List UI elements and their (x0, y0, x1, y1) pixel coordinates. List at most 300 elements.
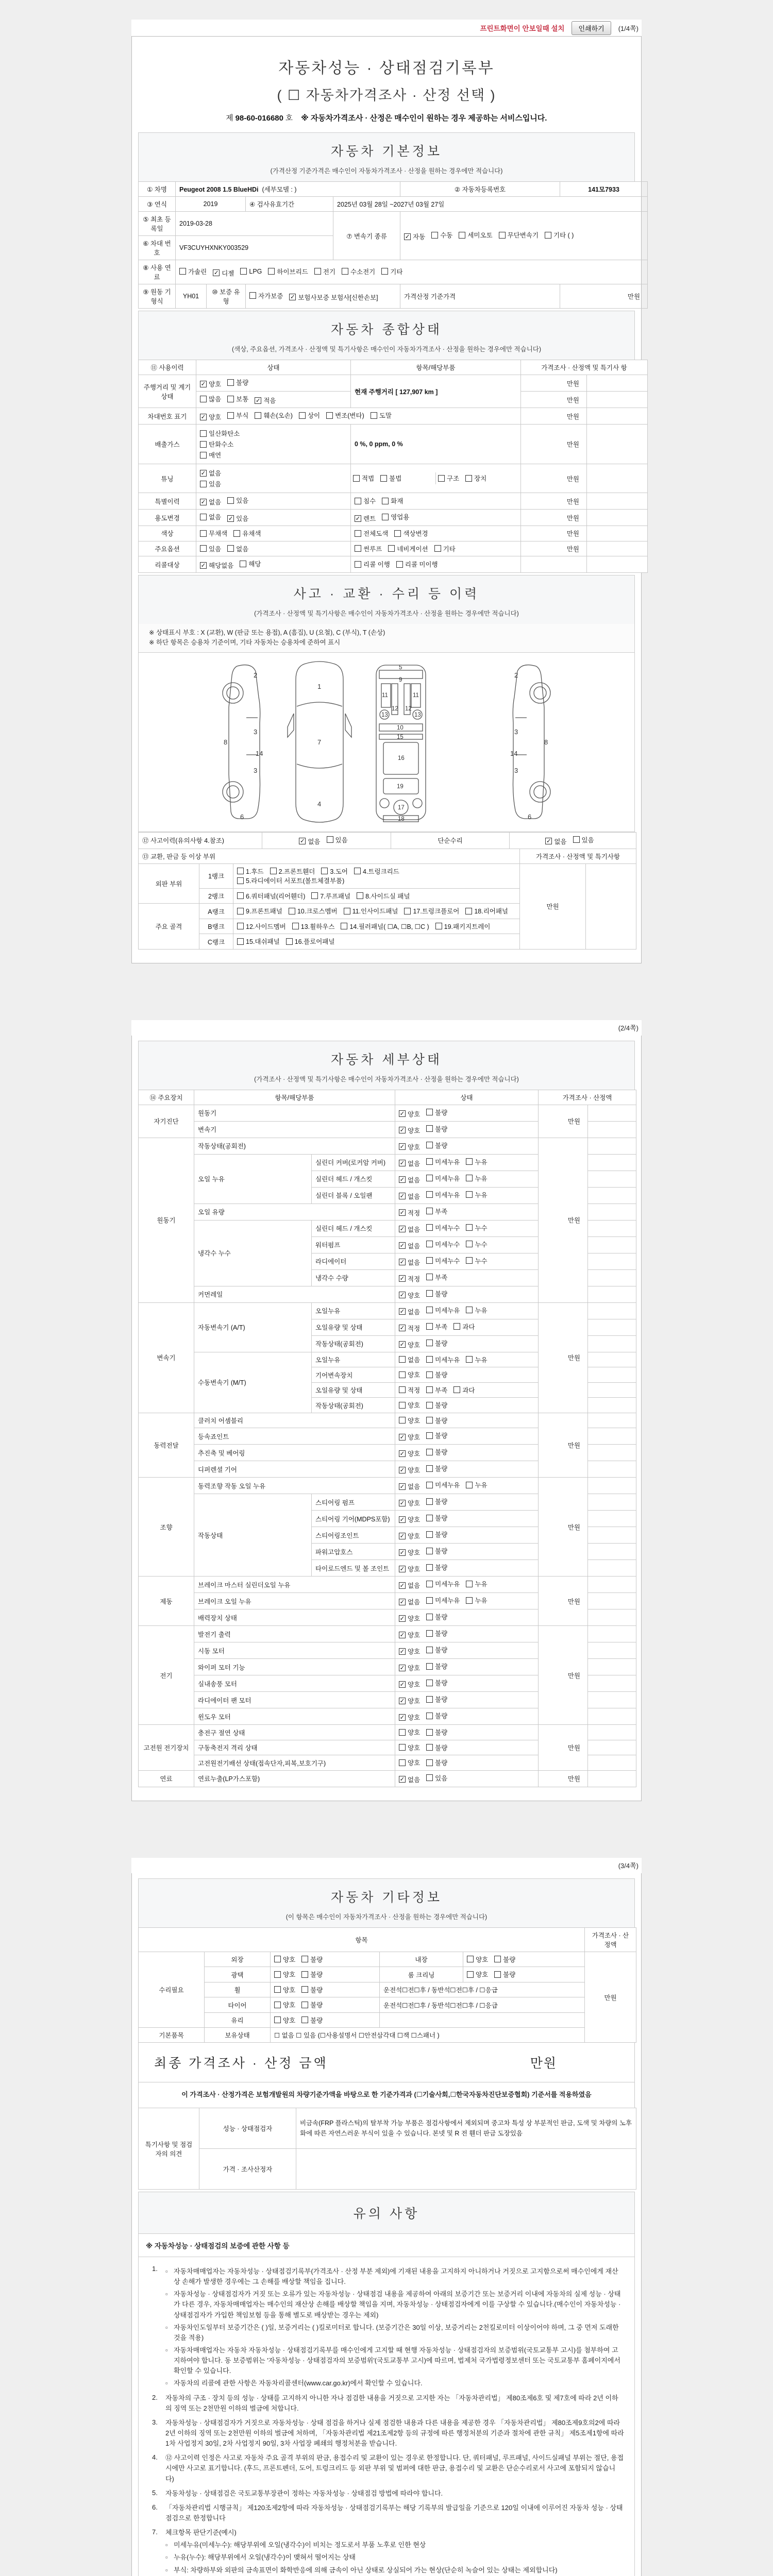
checkbox[interactable] (465, 908, 472, 914)
checkbox-option[interactable]: 불량 (301, 1985, 323, 1994)
checkbox[interactable] (459, 232, 465, 239)
checkbox-option[interactable]: 무단변속기 (499, 230, 539, 240)
checkbox-option[interactable]: 침수 (355, 496, 376, 505)
checkbox-option[interactable]: 미세누유 (426, 1355, 460, 1364)
checkbox[interactable] (426, 1417, 433, 1423)
checkbox[interactable]: ✓ (399, 1259, 405, 1266)
checkbox-option[interactable]: 양호 (399, 1758, 420, 1767)
checkbox-option[interactable]: 양호 (399, 1727, 420, 1737)
checkbox[interactable] (399, 1417, 406, 1423)
checkbox[interactable] (426, 1257, 433, 1264)
checkbox-option[interactable]: 있음 (227, 496, 248, 505)
checkbox-option[interactable]: ✓ 없음 (399, 1259, 421, 1266)
checkbox[interactable]: ✓ (399, 1776, 405, 1783)
checkbox-option[interactable]: 훼손(오손) (255, 411, 293, 420)
checkbox-option[interactable]: ✓ 양호 (399, 1566, 421, 1573)
checkbox-option[interactable]: 양호 (399, 1743, 420, 1752)
checkbox-option[interactable]: 기타 (434, 544, 456, 553)
checkbox-option[interactable]: 불량 (301, 2000, 323, 2009)
checkbox[interactable] (426, 1548, 433, 1554)
checkbox[interactable] (466, 1191, 473, 1198)
checkbox-option[interactable]: 불량 (426, 1289, 447, 1298)
checkbox-option[interactable]: ✓ 적정 (399, 1209, 421, 1217)
checkbox-option[interactable]: 있음 (573, 835, 594, 844)
checkbox-option[interactable]: 있음 (327, 835, 348, 844)
checkbox[interactable] (426, 1158, 433, 1165)
checkbox[interactable] (301, 1971, 308, 1978)
checkbox[interactable] (286, 938, 293, 945)
checkbox[interactable] (179, 268, 186, 275)
checkbox-option[interactable]: ✓ 없음 (399, 1160, 421, 1167)
checkbox[interactable]: ✓ (399, 1516, 405, 1523)
checkbox[interactable] (382, 514, 389, 520)
checkbox[interactable] (399, 1402, 406, 1409)
checkbox[interactable]: ✓ (200, 470, 206, 477)
checkbox[interactable] (355, 561, 361, 568)
checkbox[interactable] (467, 1956, 474, 1962)
checkbox-option[interactable]: 수동 (431, 230, 452, 240)
checkbox-option[interactable]: 불량 (426, 1758, 447, 1767)
checkbox-option[interactable]: 해당 (240, 559, 261, 568)
checkbox[interactable] (426, 1386, 433, 1393)
checkbox-option[interactable]: 기타 (381, 267, 402, 276)
checkbox-option[interactable]: 미세누유 (426, 1190, 460, 1199)
checkbox-option[interactable]: ✓ 렌트 (355, 515, 376, 522)
checkbox[interactable] (344, 908, 350, 914)
checkbox[interactable] (426, 1371, 433, 1378)
checkbox[interactable] (200, 545, 207, 552)
checkbox[interactable] (466, 1581, 473, 1587)
checkbox[interactable] (237, 908, 244, 914)
checkbox[interactable] (573, 836, 580, 843)
checkbox[interactable] (426, 1356, 433, 1363)
checkbox-option[interactable]: 영업용 (382, 512, 409, 521)
checkbox[interactable] (388, 545, 395, 552)
checkbox[interactable] (301, 2016, 308, 2023)
checkbox-option[interactable]: ✓ 양호 (200, 414, 222, 421)
checkbox-option[interactable]: 자가보증 (249, 291, 283, 300)
checkbox-option[interactable]: ✓ 양호 (399, 1143, 421, 1151)
checkbox[interactable] (237, 892, 244, 899)
checkbox[interactable] (227, 379, 234, 386)
checkbox[interactable] (268, 268, 275, 275)
checkbox[interactable]: ✓ (399, 1325, 405, 1332)
checkbox[interactable] (227, 497, 234, 504)
checkbox[interactable] (426, 1729, 433, 1736)
checkbox[interactable] (426, 1224, 433, 1231)
checkbox-option[interactable]: 13.휠하우스 (292, 922, 335, 931)
checkbox[interactable] (382, 498, 389, 504)
checkbox[interactable]: ✓ (399, 1615, 405, 1622)
checkbox-option[interactable]: ✓ 양호 (399, 1450, 421, 1458)
checkbox-option[interactable]: 무채색 (200, 529, 227, 538)
checkbox-option[interactable]: 많음 (200, 394, 221, 403)
checkbox-option[interactable]: ✓ 양호 (399, 1341, 421, 1349)
checkbox[interactable] (233, 530, 240, 537)
checkbox[interactable]: ✓ (399, 1144, 405, 1150)
checkbox[interactable] (466, 1158, 473, 1165)
checkbox-option[interactable]: 미세누유 (426, 1174, 460, 1183)
checkbox[interactable] (426, 1663, 433, 1670)
checkbox[interactable] (466, 1482, 473, 1488)
checkbox-option[interactable]: 불량 (426, 1546, 447, 1555)
checkbox[interactable] (426, 1647, 433, 1653)
checkbox[interactable] (200, 530, 207, 537)
checkbox[interactable] (435, 923, 442, 929)
checkbox-option[interactable]: 불량 (426, 1497, 447, 1506)
checkbox[interactable]: ✓ (399, 1309, 405, 1315)
checkbox[interactable] (426, 1142, 433, 1148)
checkbox[interactable]: ✓ (399, 1632, 405, 1638)
checkbox-option[interactable]: 불량 (426, 1338, 447, 1348)
checkbox[interactable] (237, 877, 244, 884)
checkbox-option[interactable]: 미세누수 (426, 1223, 460, 1232)
checkbox-option[interactable]: 적법 (353, 473, 374, 483)
checkbox[interactable]: ✓ (405, 233, 410, 240)
checkbox[interactable] (200, 481, 207, 487)
checkbox-option[interactable]: 적정 (399, 1385, 420, 1395)
checkbox[interactable] (249, 292, 256, 299)
checkbox[interactable] (289, 908, 295, 914)
checkbox[interactable]: ✓ (399, 1648, 405, 1655)
checkbox-option[interactable]: 4.트렁크리드 (354, 867, 399, 876)
checkbox-option[interactable]: 미세누수 (426, 1256, 460, 1265)
checkbox[interactable]: ✓ (399, 1467, 405, 1473)
checkbox[interactable] (274, 2016, 281, 2023)
checkbox[interactable] (466, 1257, 473, 1264)
checkbox[interactable] (426, 1323, 433, 1330)
checkbox-option[interactable]: 불량 (426, 1108, 447, 1117)
checkbox-option[interactable]: 하이브리드 (268, 267, 308, 276)
checkbox-option[interactable]: ✓ 양호 (399, 1110, 421, 1118)
checkbox-option[interactable]: 불량 (426, 1612, 447, 1621)
checkbox-option[interactable]: 불량 (426, 1743, 447, 1752)
checkbox-option[interactable]: 부족 (426, 1385, 447, 1395)
checkbox-option[interactable]: 양호 (399, 1400, 420, 1410)
checkbox[interactable]: ✓ (399, 1292, 405, 1299)
checkbox-option[interactable]: 14.필러패널( ☐A, ☐B, ☐C ) (341, 922, 429, 931)
checkbox[interactable] (327, 836, 333, 843)
checkbox-option[interactable]: 양호 (274, 1985, 295, 1994)
checkbox-option[interactable]: 없음 (200, 512, 221, 521)
checkbox-option[interactable]: 불량 (301, 2015, 323, 2025)
checkbox-option[interactable]: 16.플로어패널 (286, 937, 335, 946)
checkbox[interactable] (274, 2002, 281, 2008)
checkbox[interactable]: ✓ (399, 1160, 405, 1167)
checkbox[interactable] (545, 232, 551, 239)
checkbox[interactable]: ✓ (399, 1599, 405, 1605)
checkbox[interactable]: ✓ (290, 294, 295, 300)
checkbox[interactable] (426, 1402, 433, 1409)
checkbox-option[interactable]: 불량 (426, 1530, 447, 1539)
checkbox-option[interactable]: ✓ 보험사보증 보험사[신한손보] (290, 294, 378, 301)
checkbox-option[interactable]: ✓ 없음 (399, 1193, 421, 1200)
checkbox-option[interactable]: ✓ 양호 (399, 1549, 421, 1557)
checkbox-option[interactable]: 미세누유 (426, 1596, 460, 1605)
checkbox[interactable] (237, 868, 244, 874)
checkbox[interactable] (466, 1356, 473, 1363)
checkbox[interactable]: ✓ (399, 1450, 405, 1457)
checkbox-option[interactable]: 1.후드 (237, 867, 264, 876)
checkbox[interactable] (381, 268, 388, 275)
checkbox[interactable] (396, 561, 403, 568)
checkbox-option[interactable]: 불량 (426, 1124, 447, 1133)
checkbox[interactable] (237, 938, 244, 945)
checkbox[interactable]: ✓ (399, 1681, 405, 1688)
checkbox[interactable] (466, 1597, 473, 1604)
checkbox[interactable]: ✓ (213, 270, 219, 276)
checkbox[interactable] (431, 232, 438, 239)
checkbox[interactable]: ✓ (546, 838, 551, 845)
checkbox[interactable] (426, 1307, 433, 1313)
checkbox-option[interactable]: 불법 (380, 473, 401, 483)
checkbox-option[interactable]: 17.트렁크플로어 (404, 906, 459, 916)
checkbox-option[interactable]: ✓ 양호 (399, 1500, 421, 1507)
checkbox-option[interactable]: 구조 (438, 473, 459, 483)
checkbox[interactable] (426, 1432, 433, 1439)
checkbox[interactable] (426, 1744, 433, 1751)
checkbox-option[interactable]: 미세누유 (426, 1579, 460, 1588)
checkbox[interactable]: ✓ (399, 1549, 405, 1556)
checkbox-option[interactable]: ✓ 없음 (300, 838, 321, 845)
checkbox[interactable] (301, 1986, 308, 1993)
checkbox[interactable] (311, 892, 318, 899)
checkbox-option[interactable]: 과다 (453, 1385, 475, 1395)
checkbox[interactable] (453, 1386, 460, 1393)
checkbox-option[interactable]: 불량 (426, 1513, 447, 1522)
checkbox-option[interactable]: ✓ 적정 (399, 1275, 421, 1283)
checkbox[interactable] (227, 412, 234, 419)
checkbox-option[interactable]: 유채색 (233, 529, 261, 538)
checkbox[interactable] (200, 396, 207, 402)
checkbox[interactable]: ✓ (200, 381, 206, 387)
checkbox-option[interactable]: ✓ 양호 (399, 1648, 421, 1656)
checkbox[interactable] (426, 1125, 433, 1132)
checkbox[interactable] (426, 1564, 433, 1571)
checkbox[interactable] (227, 396, 234, 402)
checkbox[interactable] (353, 475, 360, 482)
checkbox-option[interactable]: ✓ 없음 (399, 1176, 421, 1184)
checkbox[interactable] (227, 545, 234, 552)
checkbox[interactable] (426, 1109, 433, 1115)
checkbox[interactable] (299, 412, 306, 419)
checkbox[interactable] (438, 475, 445, 482)
checkbox[interactable] (426, 1759, 433, 1766)
checkbox-option[interactable]: 있음 (426, 1773, 447, 1783)
checkbox[interactable] (466, 1224, 473, 1231)
checkbox-option[interactable]: 과다 (453, 1322, 475, 1331)
checkbox-option[interactable]: ✓ 자동 (405, 233, 426, 241)
checkbox[interactable]: ✓ (399, 1127, 405, 1134)
checkbox-option[interactable]: 양호 (274, 2000, 295, 2009)
checkbox-option[interactable]: 양호 (274, 1955, 295, 1964)
checkbox[interactable] (434, 545, 441, 552)
checkbox[interactable] (426, 1614, 433, 1620)
checkbox-option[interactable]: 리콜 이행 (355, 560, 390, 569)
checkbox[interactable]: ✓ (200, 499, 206, 505)
checkbox-option[interactable]: ✓ 양호 (399, 1714, 421, 1722)
checkbox[interactable] (321, 868, 328, 874)
checkbox-option[interactable]: 15.대쉬패널 (237, 937, 280, 946)
checkbox-option[interactable]: 10.크로스멤버 (289, 906, 338, 916)
checkbox-option[interactable]: 양호 (467, 1955, 488, 1964)
checkbox[interactable] (357, 892, 363, 899)
checkbox[interactable] (494, 1971, 501, 1978)
checkbox[interactable] (426, 1713, 433, 1719)
checkbox[interactable] (240, 268, 247, 275)
checkbox-option[interactable]: 있음 (200, 479, 347, 488)
checkbox-option[interactable]: 불량 (426, 1400, 447, 1410)
checkbox-option[interactable]: 없음 (399, 1355, 420, 1364)
checkbox-option[interactable]: 불량 (426, 1694, 447, 1704)
checkbox-option[interactable]: 양호 (399, 1416, 420, 1425)
checkbox-option[interactable]: ✓ 양호 (399, 1533, 421, 1540)
checkbox[interactable]: ✓ (399, 1276, 405, 1282)
checkbox-option[interactable]: 누유 (466, 1355, 487, 1364)
checkbox-option[interactable]: ✓ 적정 (399, 1325, 421, 1332)
checkbox-option[interactable]: 양호 (399, 1370, 420, 1379)
checkbox-option[interactable]: 미세누유 (426, 1306, 460, 1315)
checkbox[interactable] (355, 530, 361, 537)
checkbox-option[interactable]: 누유 (466, 1157, 487, 1166)
checkbox[interactable] (404, 908, 411, 914)
checkbox-option[interactable]: ✓ 없음 (399, 1599, 421, 1606)
checkbox-option[interactable]: ✓ 디젤 (213, 269, 234, 277)
checkbox-option[interactable]: 부족 (426, 1273, 447, 1282)
checkbox[interactable] (466, 1175, 473, 1181)
checkbox-option[interactable]: 미세누유 (426, 1480, 460, 1489)
checkbox[interactable] (274, 1956, 281, 1962)
print-button[interactable]: 인쇄하기 (572, 21, 611, 35)
checkbox-option[interactable]: 변조(변타) (326, 411, 364, 420)
checkbox[interactable] (355, 498, 361, 504)
checkbox-option[interactable]: 수소전기 (342, 267, 375, 276)
checkbox-option[interactable]: 색상변경 (394, 529, 428, 538)
checkbox[interactable] (426, 1774, 433, 1781)
checkbox-option[interactable]: 상이 (299, 411, 320, 420)
checkbox-option[interactable]: 누유 (466, 1579, 487, 1588)
checkbox-option[interactable]: 보통 (227, 394, 248, 403)
checkbox[interactable] (426, 1531, 433, 1538)
checkbox[interactable] (426, 1449, 433, 1455)
checkbox[interactable]: ✓ (228, 515, 233, 522)
checkbox-option[interactable]: ✓ 양호 (399, 1698, 421, 1705)
checkbox-option[interactable]: 불량 (426, 1141, 447, 1150)
checkbox[interactable] (453, 1323, 460, 1330)
checkbox-option[interactable]: 누유 (466, 1306, 487, 1315)
checkbox-option[interactable]: ✓ 양호 (200, 381, 222, 388)
checkbox[interactable] (426, 1241, 433, 1247)
checkbox-option[interactable]: 불량 (426, 1678, 447, 1687)
checkbox[interactable] (399, 1759, 406, 1766)
checkbox[interactable]: ✓ (399, 1342, 405, 1348)
checkbox[interactable]: ✓ (355, 515, 361, 522)
checkbox-option[interactable]: ✓ 있음 (228, 515, 249, 522)
checkbox-option[interactable]: 있음 (200, 544, 221, 553)
checkbox-option[interactable]: 화재 (382, 496, 403, 505)
checkbox[interactable] (200, 430, 207, 437)
checkbox[interactable] (426, 1680, 433, 1686)
checkbox-option[interactable]: ✓ 없음 (399, 1308, 421, 1316)
checkbox[interactable] (494, 1956, 501, 1962)
checkbox-option[interactable]: 불량 (426, 1563, 447, 1572)
checkbox-option[interactable]: ✓ 없음 (399, 1483, 421, 1491)
checkbox[interactable] (301, 2002, 308, 2008)
checkbox-option[interactable]: 가솔린 (179, 267, 207, 276)
checkbox-option[interactable]: ✓ 양호 (399, 1434, 421, 1442)
checkbox-option[interactable]: 전체도색 (355, 529, 388, 538)
checkbox[interactable]: ✓ (399, 1533, 405, 1539)
checkbox[interactable]: ✓ (399, 1582, 405, 1589)
checkbox-option[interactable]: 12.사이드멤버 (237, 922, 286, 931)
checkbox-option[interactable]: 양호 (274, 2015, 295, 2025)
checkbox-option[interactable]: 누수 (466, 1223, 487, 1232)
checkbox[interactable]: ✓ (399, 1714, 405, 1721)
checkbox[interactable] (200, 514, 207, 520)
checkbox-option[interactable]: ✓ 없음 (399, 1242, 421, 1250)
checkbox-option[interactable]: 불량 (227, 378, 248, 387)
checkbox[interactable] (399, 1371, 406, 1378)
checkbox-option[interactable]: 5.라디에이터 서포트(볼트체결부품) (237, 876, 344, 885)
checkbox[interactable] (255, 412, 261, 419)
checkbox-option[interactable]: 양호 (467, 1970, 488, 1979)
checkbox[interactable] (355, 545, 361, 552)
checkbox[interactable]: ✓ (300, 838, 305, 845)
checkbox[interactable] (292, 923, 299, 929)
checkbox[interactable] (301, 1956, 308, 1962)
checkbox-option[interactable]: 네비게이션 (388, 544, 428, 553)
checkbox[interactable] (200, 452, 207, 459)
checkbox[interactable] (467, 1971, 474, 1978)
checkbox[interactable] (426, 1498, 433, 1505)
checkbox-option[interactable]: 불량 (426, 1629, 447, 1638)
checkbox[interactable] (426, 1465, 433, 1472)
checkbox[interactable] (426, 1482, 433, 1488)
checkbox-option[interactable]: 부족 (426, 1207, 447, 1216)
checkbox[interactable] (200, 441, 207, 448)
checkbox[interactable]: ✓ (399, 1698, 405, 1704)
checkbox-option[interactable]: ✓ 양호 (399, 1632, 421, 1639)
checkbox-option[interactable]: ✓ 양호 (399, 1665, 421, 1672)
checkbox[interactable]: ✓ (399, 1177, 405, 1183)
checkbox[interactable] (426, 1696, 433, 1703)
checkbox-option[interactable]: 2.프론트휀더 (270, 867, 315, 876)
checkbox[interactable] (341, 923, 347, 929)
checkbox-option[interactable]: 없음 (227, 544, 248, 553)
checkbox-option[interactable]: 세미오토 (459, 230, 492, 240)
checkbox[interactable] (465, 475, 472, 482)
checkbox-option[interactable]: 전기 (314, 267, 335, 276)
checkbox[interactable] (426, 1630, 433, 1637)
checkbox[interactable]: ✓ (399, 1193, 405, 1200)
checkbox-option[interactable]: 불량 (426, 1431, 447, 1440)
checkbox-option[interactable]: 18.리어패널 (465, 906, 508, 916)
checkbox[interactable] (426, 1208, 433, 1214)
checkbox-option[interactable]: 불량 (301, 1955, 323, 1964)
checkbox-option[interactable]: 누수 (466, 1256, 487, 1265)
checkbox-option[interactable]: 불량 (426, 1464, 447, 1473)
checkbox[interactable] (426, 1175, 433, 1181)
checkbox[interactable]: ✓ (399, 1434, 405, 1440)
checkbox[interactable] (314, 268, 321, 275)
checkbox[interactable] (426, 1191, 433, 1198)
checkbox-option[interactable]: ✓ 양호 (399, 1127, 421, 1134)
checkbox-option[interactable]: 누유 (466, 1480, 487, 1489)
checkbox[interactable] (426, 1340, 433, 1346)
checkbox[interactable] (399, 1744, 406, 1751)
checkbox[interactable] (326, 412, 333, 419)
checkbox-option[interactable]: 불량 (494, 1955, 515, 1964)
